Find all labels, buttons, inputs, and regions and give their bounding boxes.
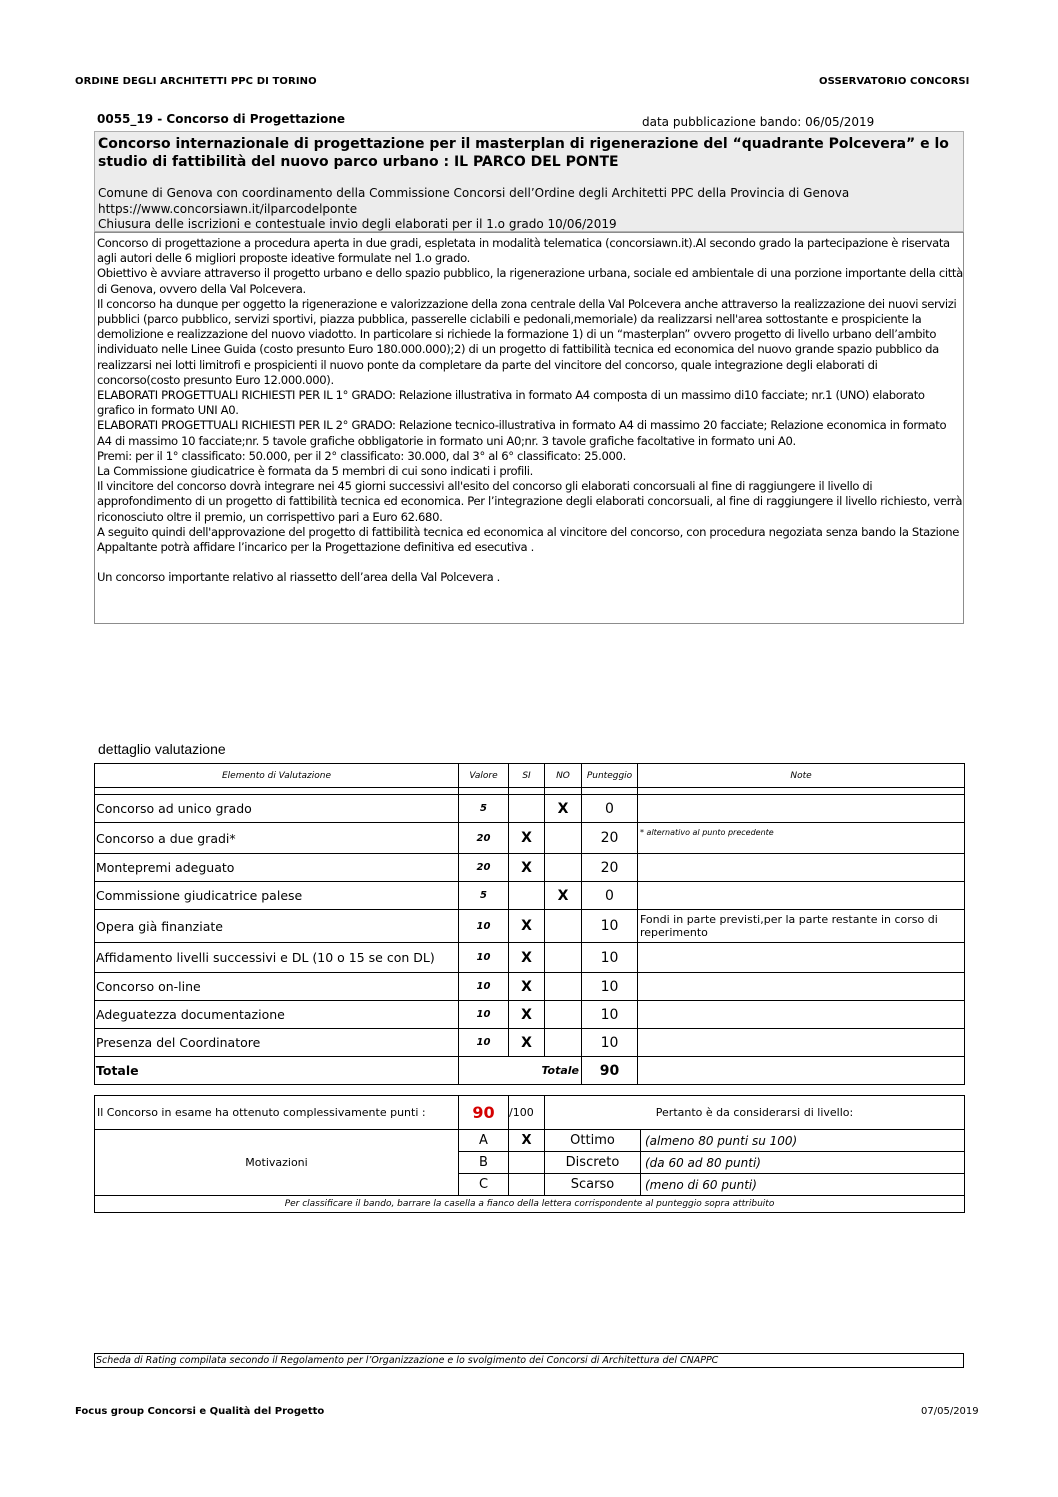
table-header-row <box>95 764 965 788</box>
row-note <box>638 973 965 1001</box>
table-row <box>95 1001 965 1029</box>
row-note <box>638 1001 965 1029</box>
row-score: 10 <box>582 1001 638 1029</box>
row-si-checkbox[interactable] <box>509 882 545 910</box>
table-row <box>95 973 965 1001</box>
evaluation-section-title: dettaglio valutazione <box>98 741 226 757</box>
summary-footnote: Per classificare il bando, barrare la casella a fianco della lettera corrispondente al punteggio sopra attribuito <box>95 1196 965 1213</box>
row-score: 10 <box>582 943 638 973</box>
row-si-checkbox[interactable]: X <box>509 910 545 943</box>
level-checkbox[interactable] <box>509 1152 545 1174</box>
competition-summary-box <box>94 131 964 232</box>
row-si-checkbox[interactable]: X <box>509 854 545 882</box>
row-si-checkbox[interactable]: X <box>509 943 545 973</box>
table-row <box>95 882 965 910</box>
summary-level-text: Pertanto è da considerarsi di livello: <box>545 1096 965 1130</box>
summary-text: Il Concorso in esame ha ottenuto complessivamente punti : <box>95 1096 459 1130</box>
table-row <box>95 795 965 823</box>
footer-date: 07/05/2019 <box>921 1406 979 1417</box>
row-score: 0 <box>582 882 638 910</box>
row-no-checkbox[interactable] <box>545 1029 582 1057</box>
header-observatory: OSSERVATORIO CONCORSI <box>819 76 970 87</box>
level-checkbox[interactable]: X <box>509 1130 545 1152</box>
row-note: Fondi in parte previsti,per la parte restante in corso di reperimento <box>638 910 965 943</box>
header-no: NO <box>545 764 582 788</box>
row-element: Presenza del Coordinatore <box>95 1029 459 1057</box>
table-row <box>95 943 965 973</box>
summary-table <box>94 1095 965 1213</box>
row-value: 20 <box>459 823 509 854</box>
footer-left: Focus group Concorsi e Qualità del Progetto <box>75 1406 325 1417</box>
level-name: Ottimo <box>545 1130 641 1152</box>
row-note <box>638 943 965 973</box>
competition-code: 0055_19 - Concorso di Progettazione <box>97 112 346 126</box>
row-note <box>638 882 965 910</box>
row-value: 20 <box>459 854 509 882</box>
motivation-label: Motivazioni <box>95 1130 459 1196</box>
row-no-checkbox[interactable] <box>545 854 582 882</box>
summary-footnote-row <box>95 1196 965 1213</box>
row-no-checkbox[interactable] <box>545 823 582 854</box>
summary-main-row <box>95 1096 965 1130</box>
row-score: 20 <box>582 854 638 882</box>
row-no-checkbox[interactable] <box>545 973 582 1001</box>
row-value: 5 <box>459 882 509 910</box>
row-score: 0 <box>582 795 638 823</box>
row-no-checkbox[interactable] <box>545 943 582 973</box>
row-value: 5 <box>459 795 509 823</box>
total-note <box>638 1057 965 1085</box>
level-desc: (da 60 ad 80 punti) <box>641 1152 965 1174</box>
header-value: Valore <box>459 764 509 788</box>
level-checkbox[interactable] <box>509 1174 545 1196</box>
row-element: Concorso a due gradi* <box>95 823 459 854</box>
rating-footer-box: Scheda di Rating compilata secondo il Regolamento per l’Organizzazione e lo svolgimento dei Concorsi di Architettura del CNAPPC <box>94 1353 964 1368</box>
row-si-checkbox[interactable]: X <box>509 1029 545 1057</box>
row-no-checkbox[interactable] <box>545 910 582 943</box>
description-box <box>94 232 964 624</box>
row-value: 10 <box>459 943 509 973</box>
website-link[interactable]: https://www.concorsiawn.it/ilparcodelponte <box>98 201 358 216</box>
competition-info <box>98 186 849 233</box>
total-label-right: Totale <box>459 1057 582 1085</box>
description-text: Concorso di progettazione a procedura aperta in due gradi, espletata in modalità telematica (concorsiawn.it).Al secondo grado la partecipazione è riservata agli autori delle 6 migliori proposte ideative formulate nel 1.o grado. Obiettivo è avviare attraverso il progetto urbano e dello spazio pubblico, la rigenerazione urbana, sociale ed ambientale di una porzione importante della città di Genova, ovvero della Val Polcevera. Il concorso ha dunque per oggetto la rigenerazione e valorizzazione della zona centrale della Val Polcevera anche attraverso la realizzazione dei nuovi servizi pubblici (parco pubblico, servizi sportivi, piazza pubblica, passerelle ciclabili e pedonali,memoriale) da realizzarsi nell'area sottostante e prospiciente la demolizione e realizzazione del nuovo viadotto. In particolare si richiede la formazione 1) di un “masterplan” ovvero progetto di livello urbano dell’ambito individuato nelle Linee Guida (costo presunto Euro 180.000.000);2) di un progetto di fattibilità tecnica ed economica del nuovo grande spazio pubblico da realizzarsi nei lotti limitrofi e prospicienti il nuovo ponte da completare da parte del vincitore del concorso, quale integrazione degli elaborati di concorso(costo presunto Euro 12.000.000). ELABORATI PROGETTUALI RICHIESTI PER IL 1° GRADO: Relazione illustrativa in formato A4 composta di un massimo di10 facciate; nr.1 (UNO) elaborato grafico in formato UNI A0. ELABORATI PROGETTUALI RICHIESTI PER IL 2° GRADO: Relazione tecnico-illustrativa in formato A4 di massimo 20 facciate; Relazione economica in formato A4 di massimo 10 facciate;nr. 5 tavole grafiche obbligatorie in formato uni A0;nr. 3 tavole grafiche facoltative in formato uni A0. Premi: per il 1° classificato: 50.000, per il 2° classificato: 30.000, dal 3° al 6° classificato: 25.000. La Commissione giudicatrice è formata da 5 membri di cui sono indicati i profili. Il vincitore del concorso dovrà integrare nei 45 giorni successivi all'esito del concorso gli elaborati concorsuali al fine di raggiungere il livello di approfondimento di un progetto di fattibilità tecnica ed economica. Per l’integrazione degli elaborati concorsuali, al fine di raggiungere il livello richiesto, verrà riconosciuto oltre il premio, un corrispettivo pari a Euro 62.680. A seguito quindi dell'approvazione del progetto di fattibilità tecnica ed economica al vincitore del concorso, con procedura negoziata senza bando la Stazione Appaltante potrà affidare l’incarico per la Progettazione definitiva ed esecutiva . Un concorso importante relativo al riassetto dell’area della Val Polcevera . <box>97 236 963 585</box>
table-row <box>95 1029 965 1057</box>
level-name: Scarso <box>545 1174 641 1196</box>
level-letter: C <box>459 1174 509 1196</box>
evaluation-table <box>94 763 965 1085</box>
row-value: 10 <box>459 1029 509 1057</box>
total-label: Totale <box>95 1057 459 1085</box>
total-score: 90 <box>582 1057 638 1085</box>
level-name: Discreto <box>545 1152 641 1174</box>
row-si-checkbox[interactable] <box>509 795 545 823</box>
row-si-checkbox[interactable]: X <box>509 823 545 854</box>
level-letter: A <box>459 1130 509 1152</box>
header-spacer-row <box>95 788 965 795</box>
row-score: 10 <box>582 973 638 1001</box>
row-no-checkbox[interactable]: X <box>545 882 582 910</box>
row-si-checkbox[interactable]: X <box>509 973 545 1001</box>
row-value: 10 <box>459 973 509 1001</box>
table-row <box>95 910 965 943</box>
row-element: Adeguatezza documentazione <box>95 1001 459 1029</box>
row-value: 10 <box>459 910 509 943</box>
level-desc: (almeno 80 punti su 100) <box>641 1130 965 1152</box>
row-value: 10 <box>459 1001 509 1029</box>
header-note: Note <box>638 764 965 788</box>
row-si-checkbox[interactable]: X <box>509 1001 545 1029</box>
row-note <box>638 854 965 882</box>
row-score: 10 <box>582 1029 638 1057</box>
row-element: Opera già finanziate <box>95 910 459 943</box>
row-score: 10 <box>582 910 638 943</box>
level-desc: (meno di 60 punti) <box>641 1174 965 1196</box>
row-score: 20 <box>582 823 638 854</box>
row-element: Commissione giudicatrice palese <box>95 882 459 910</box>
row-element: Montepremi adeguato <box>95 854 459 882</box>
header-score: Punteggio <box>582 764 638 788</box>
level-letter: B <box>459 1152 509 1174</box>
row-note <box>638 1029 965 1057</box>
summary-points: 90 <box>459 1096 509 1130</box>
row-element: Concorso on-line <box>95 973 459 1001</box>
table-row <box>95 854 965 882</box>
total-row <box>95 1057 965 1085</box>
deadline-line: Chiusura delle iscrizioni e contestuale invio degli elaborati per il 1.o grado 10/06/2019 <box>98 217 617 231</box>
header-si: SI <box>509 764 545 788</box>
row-note <box>638 795 965 823</box>
publication-date: data pubblicazione bando: 06/05/2019 <box>642 115 875 129</box>
row-element: Concorso ad unico grado <box>95 795 459 823</box>
row-no-checkbox[interactable] <box>545 1001 582 1029</box>
header-org: ORDINE DEGLI ARCHITETTI PPC DI TORINO <box>75 76 317 87</box>
row-no-checkbox[interactable]: X <box>545 795 582 823</box>
row-note: * alternativo al punto precedente <box>638 823 965 854</box>
competition-title: Concorso internazionale di progettazione per il masterplan di rigenerazione del “quadrante Polcevera” e lo studio di fattibilità del nuovo parco urbano : IL PARCO DEL PONTE <box>98 136 949 170</box>
header-element: Elemento di Valutazione <box>95 764 459 788</box>
table-row <box>95 823 965 854</box>
level-row-a <box>95 1130 965 1152</box>
row-element: Affidamento livelli successivi e DL (10 o 15 se con DL) <box>95 943 459 973</box>
summary-max: /100 <box>509 1096 545 1130</box>
client-line: Comune di Genova con coordinamento della Commissione Concorsi dell’Ordine degli Architetti PPC della Provincia di Genova <box>98 186 850 200</box>
